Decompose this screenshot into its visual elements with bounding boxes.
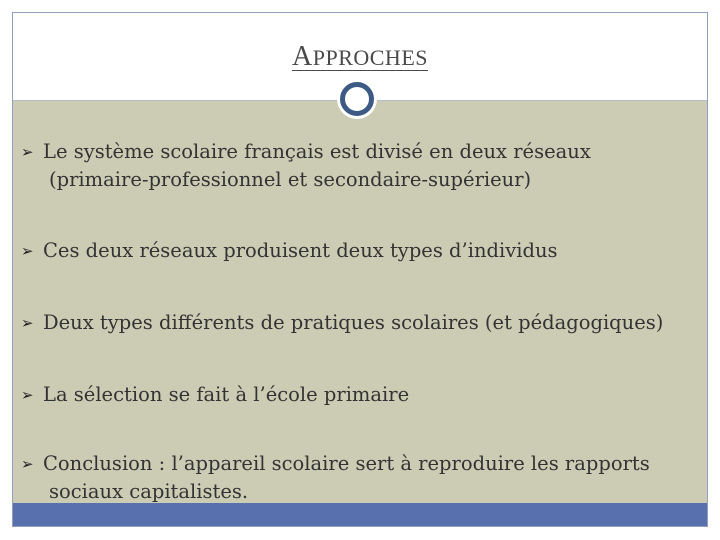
- slide-title: [13, 41, 707, 73]
- bullet-text: Deux types différents de pratiques scolaires (et pédagogiques): [43, 311, 664, 334]
- arrow-bullet-icon: ➢: [21, 143, 34, 161]
- bullet-text: Ces deux réseaux produisent deux types d’individus: [43, 239, 558, 262]
- bullet-item: [21, 309, 663, 337]
- bullet-text-continued: (primaire-professionnel et secondaire-supérieur): [49, 168, 532, 191]
- arrow-bullet-icon: ➢: [21, 314, 34, 332]
- footer-bar: [13, 503, 707, 526]
- circle-ornament: [340, 82, 374, 116]
- title-initial: A: [291, 41, 313, 72]
- bullet-item: [21, 381, 409, 409]
- content-area: [13, 101, 707, 503]
- bullet-text: Conclusion : l’appareil scolaire sert à reproduire les rapports: [43, 452, 650, 475]
- arrow-bullet-icon: ➢: [21, 242, 34, 260]
- bullet-item: [21, 138, 591, 193]
- bullet-text-continued: sociaux capitalistes.: [49, 480, 249, 503]
- bullet-text: La sélection se fait à l’école primaire: [43, 383, 410, 406]
- bullet-item: [21, 450, 650, 505]
- slide: [12, 12, 708, 527]
- bullet-text: Le système scolaire français est divisé en deux réseaux: [43, 140, 591, 163]
- arrow-bullet-icon: ➢: [21, 386, 34, 404]
- arrow-bullet-icon: ➢: [21, 455, 34, 473]
- title-rest: PPROCHES: [312, 45, 428, 70]
- bullet-item: [21, 237, 558, 265]
